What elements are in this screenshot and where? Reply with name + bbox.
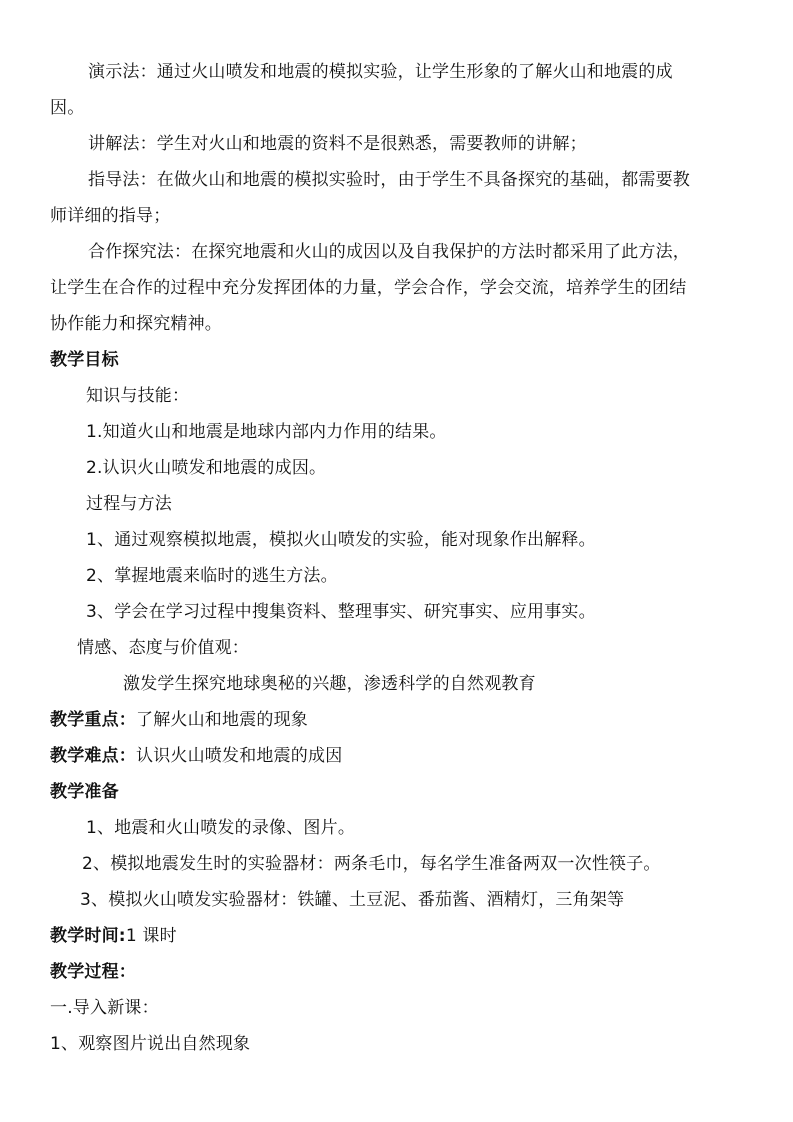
method-demo-line-1: 演示法：通过火山喷发和地震的模拟实验，让学生形象的了解火山和地震的成 (88, 62, 673, 82)
method-coop-line-1: 合作探究法：在探究地震和火山的成因以及自我保护的方法时都采用了此方法， (88, 242, 690, 262)
key-point-label: 教学重点： (50, 710, 136, 730)
method-coop-line-2: 让学生在合作的过程中充分发挥团体的力量，学会合作，学会交流，培养学生的团结 (50, 278, 687, 298)
process-method-item-2: 2、掌握地震来临时的逃生方法。 (86, 566, 338, 586)
preparation-item-2: 2、模拟地震发生时的实验器材：两条毛巾，每名学生准备两双一次性筷子。 (82, 854, 661, 874)
method-guide-line-1: 指导法：在做火山和地震的模拟实验时，由于学生不具备探究的基础，都需要教 (88, 170, 690, 190)
preparation-item-1: 1、地震和火山喷发的录像、图片。 (86, 818, 356, 838)
teaching-time (50, 924, 177, 948)
difficulty-label: 教学难点： (50, 746, 136, 766)
teaching-time-label: 教学时间: (50, 926, 126, 946)
process-step-1-1: 1、观察图片说出自然现象 (50, 1034, 251, 1054)
key-point (50, 708, 308, 732)
emotion-item-1: 激发学生探究地球奥秘的兴趣，渗透科学的自然观教育 (123, 674, 536, 694)
teaching-time-text: 1 课时 (125, 926, 177, 946)
method-guide-line-2: 师详细的指导； (50, 206, 171, 226)
method-explain: 讲解法：学生对火山和地震的资料不是很熟悉，需要教师的讲解； (88, 134, 587, 154)
emotion-heading: 情感、态度与价值观： (77, 638, 249, 658)
teaching-process-heading: 教学过程： (50, 962, 136, 982)
difficulty-text: 认识火山喷发和地震的成因 (136, 746, 343, 766)
objectives-heading: 教学目标 (50, 350, 119, 370)
process-method-item-1: 1、通过观察模拟地震，模拟火山喷发的实验，能对现象作出解释。 (86, 530, 596, 550)
difficulty (50, 744, 342, 768)
preparation-heading: 教学准备 (50, 782, 119, 802)
method-coop-line-3: 协作能力和探究精神。 (50, 314, 222, 334)
process-method-item-3: 3、学会在学习过程中搜集资料、整理事实、研究事实、应用事实。 (86, 602, 596, 622)
process-step-1: 一.导入新课： (50, 998, 159, 1018)
process-method-heading: 过程与方法 (86, 494, 172, 514)
preparation-item-3: 3、模拟火山喷发实验器材：铁罐、土豆泥、番茄酱、酒精灯，三角架等 (80, 890, 625, 910)
knowledge-item-2: 2.认识火山喷发和地震的成因。 (86, 458, 327, 478)
knowledge-item-1: 1.知道火山和地震是地球内部内力作用的结果。 (86, 422, 447, 442)
method-demo-line-2: 因。 (50, 98, 85, 118)
key-point-text: 了解火山和地震的现象 (136, 710, 308, 730)
knowledge-heading: 知识与技能： (86, 386, 190, 406)
